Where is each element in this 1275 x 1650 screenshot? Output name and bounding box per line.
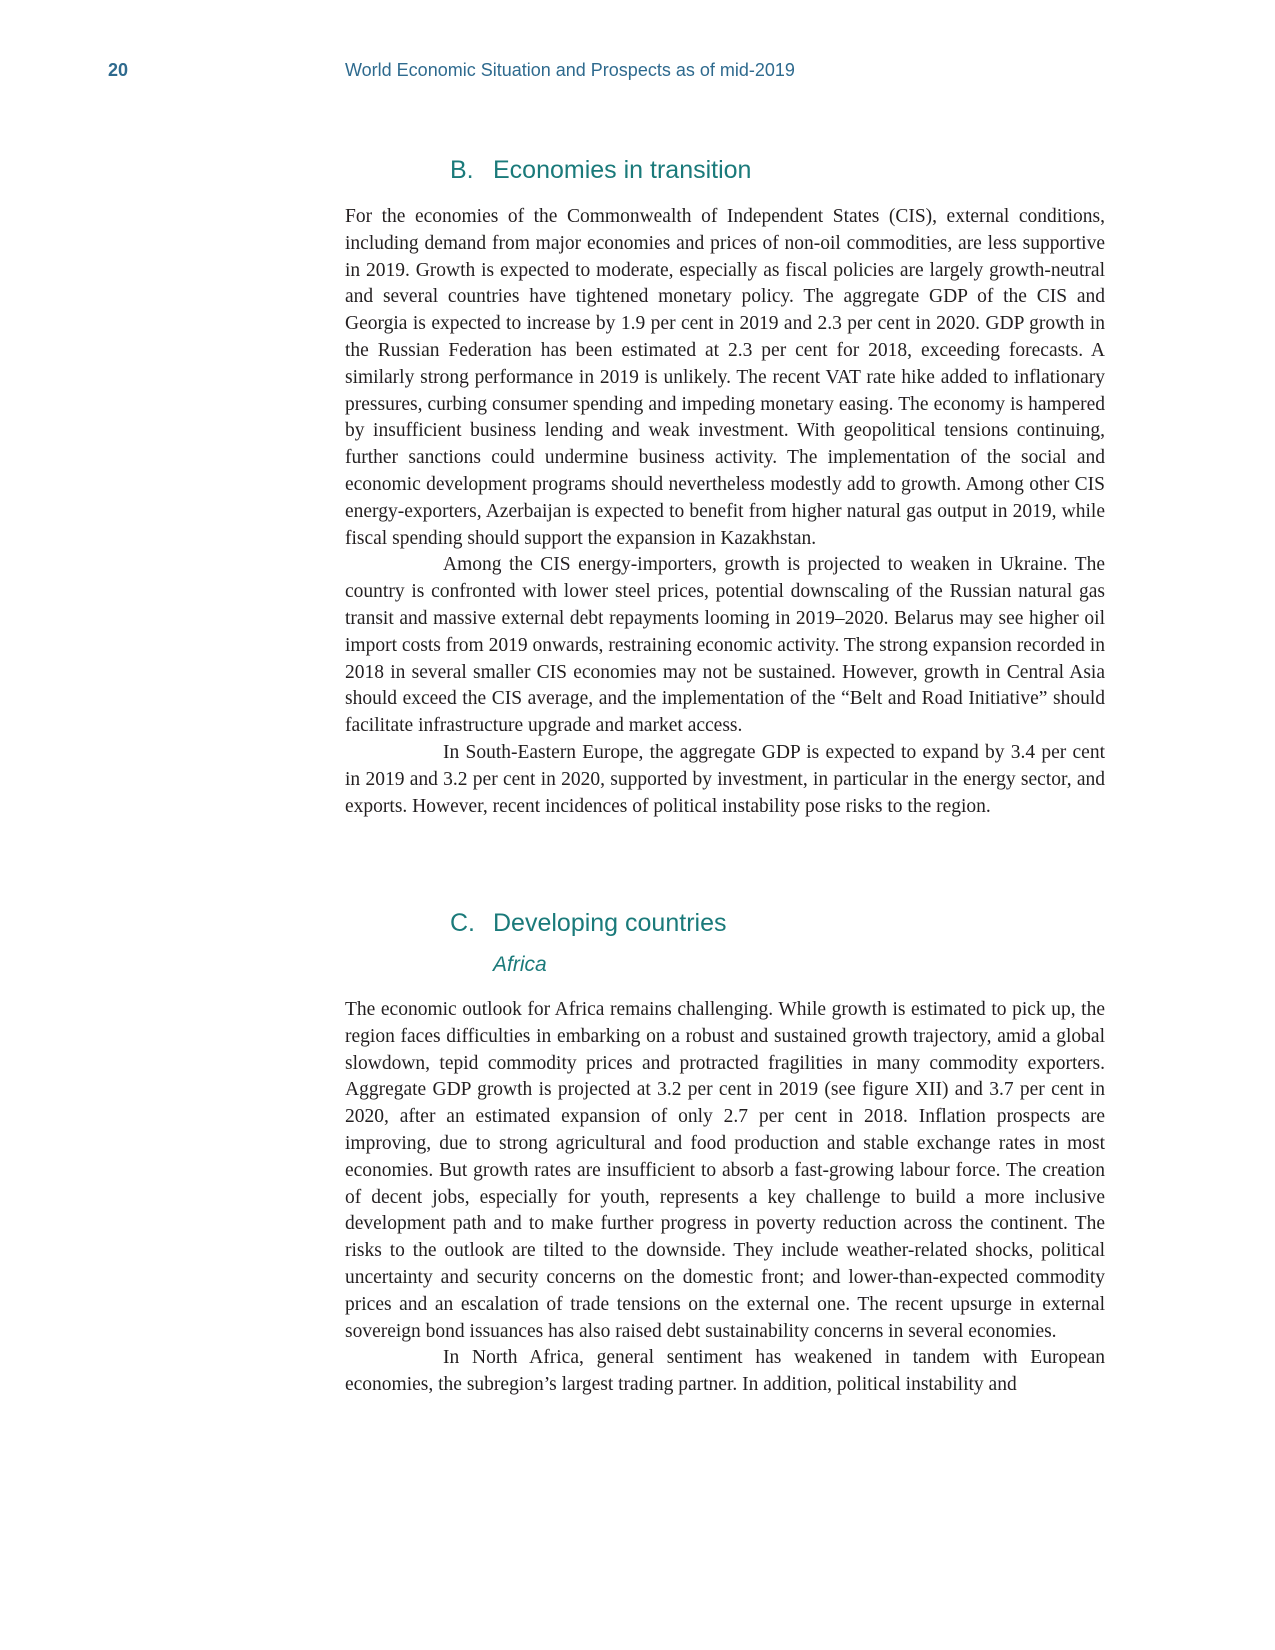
subheading-africa: Africa [493, 953, 547, 976]
section-b-body [345, 204, 1105, 820]
paragraph: In North Africa, general sentiment has weakened in tandem with European economies, the subregion’s largest trading partner. In addition, political instability and [345, 1347, 1105, 1396]
paragraph: For the economies of the Commonwealth of Independent States (CIS), external conditions, including demand from major economies and prices of non-oil commodities, are less supportive in 2019. Growth is expected to moderate, especially as fiscal policies are largely growth-neutral and several countries have tightened monetary policy. The aggregate GDP of the CIS and Georgia is expected to increase by 1.9 per cent in 2019 and 2.3 per cent in 2020. GDP growth in the Russian Federation has been estimated at 2.3 per cent for 2018, exceeding forecasts. A similarly strong performance in 2019 is unlikely. The recent VAT rate hike added to inflationary pressures, curbing consumer spending and impeding monetary easing. The economy is hampered by insufficient business lending and weak investment. With geopolitical tensions continuing, further sanctions could undermine business activity. The implementation of the social and economic development programs should nevertheless modestly add to growth. Among other CIS energy-exporters, Azerbaijan is expected to benefit from higher natural gas output in 2019, while fiscal spending should support the expansion in Kazakhstan. [345, 206, 1105, 549]
section-letter: B. [450, 156, 474, 184]
section-heading-developing-countries [450, 909, 726, 938]
paragraph: Among the CIS energy-importers, growth is projected to weaken in Ukraine. The country is confronted with lower steel prices, potential downscaling of the Russian natural gas transit and massive external debt repayments looming in 2019–2020. Belarus may see higher oil import costs from 2019 onwards, restraining economic activity. The strong expansion recorded in 2018 in several smaller CIS economies may not be sustained. However, growth in Central Asia should exceed the CIS average, and the implementation of the “Belt and Road Initiative” should facilitate infrastructure upgrade and market access. [345, 554, 1105, 737]
page-number: 20 [108, 60, 129, 80]
section-title: Economies in transition [493, 156, 752, 184]
section-heading-economies-in-transition [450, 156, 751, 185]
running-header: World Economic Situation and Prospects as of mid-2019 [345, 60, 795, 80]
section-title: Developing countries [493, 909, 727, 937]
section-letter: C. [450, 909, 475, 937]
paragraph: The economic outlook for Africa remains challenging. While growth is estimated to pick up, the region faces difficulties in embarking on a robust and sustained growth trajectory, amid a global slowdown, tepid commodity prices and protracted fragilities in many commodity exporters. Aggregate GDP growth is projected at 3.2 per cent in 2019 (see figure XII) and 3.7 per cent in 2020, after an estimated expansion of only 2.7 per cent in 2018. Inflation prospects are improving, due to strong agricultural and food production and stable exchange rates in most economies. But growth rates are insufficient to absorb a fast-growing labour force. The creation of decent jobs, especially for youth, represents a key challenge to build a more inclusive development path and to make further progress in poverty reduction across the continent. The risks to the outlook are tilted to the downside. They include weather-related shocks, political uncertainty and security concerns on the domestic front; and lower-than-expected commodity prices and an escalation of trade tensions on the external one. The recent upsurge in external sovereign bond issuances has also raised debt sustainability concerns in several economies. [345, 999, 1105, 1342]
section-c-body [345, 997, 1105, 1399]
paragraph: In South-Eastern Europe, the aggregate GDP is expected to expand by 3.4 per cent in 2019 and 3.2 per cent in 2020, supported by investment, in particular in the energy sector, and exports. However, recent incidences of political instability pose risks to the region. [345, 741, 1105, 817]
